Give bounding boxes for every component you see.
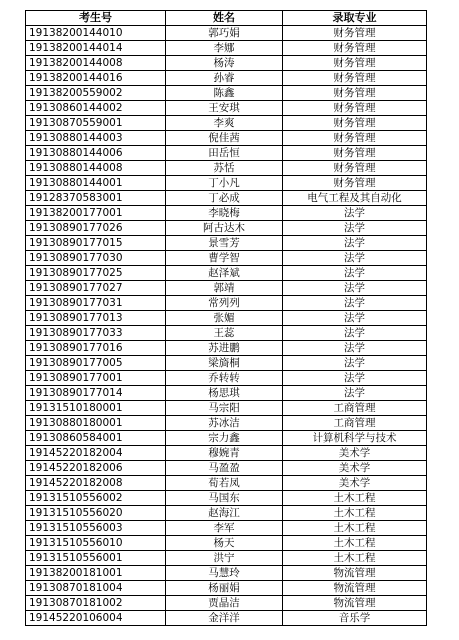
major-cell: 土木工程 <box>283 521 427 536</box>
table-row <box>26 611 427 626</box>
student-name-cell: 常列列 <box>166 296 283 311</box>
major-cell: 法学 <box>283 266 427 281</box>
exam-id-cell: 19138200559002 <box>26 86 166 101</box>
table-row <box>26 71 427 86</box>
exam-id-cell: 19131510556003 <box>26 521 166 536</box>
major-cell: 土木工程 <box>283 551 427 566</box>
major-cell: 法学 <box>283 311 427 326</box>
table-row <box>26 326 427 341</box>
table-row <box>26 311 427 326</box>
major-cell: 土木工程 <box>283 536 427 551</box>
major-cell: 土木工程 <box>283 491 427 506</box>
major-cell: 财务管理 <box>283 101 427 116</box>
table-row <box>26 191 427 206</box>
major-cell: 财务管理 <box>283 86 427 101</box>
exam-id-cell: 19131510556001 <box>26 551 166 566</box>
table-row <box>26 266 427 281</box>
table-row <box>26 386 427 401</box>
exam-id-cell: 19130880144006 <box>26 146 166 161</box>
exam-id-cell: 19130890177026 <box>26 221 166 236</box>
student-name-cell: 王蕊 <box>166 326 283 341</box>
exam-id-cell: 19138200144016 <box>26 71 166 86</box>
exam-id-cell: 19131510556010 <box>26 536 166 551</box>
exam-id-cell: 19130890177033 <box>26 326 166 341</box>
table-row <box>26 371 427 386</box>
table-row <box>26 296 427 311</box>
table-row <box>26 596 427 611</box>
table-row <box>26 41 427 56</box>
major-cell: 物流管理 <box>283 566 427 581</box>
student-name-cell: 乔转转 <box>166 371 283 386</box>
student-name-cell: 杨涛 <box>166 56 283 71</box>
student-name-cell: 杨丽娟 <box>166 581 283 596</box>
exam-id-cell: 19131510180001 <box>26 401 166 416</box>
exam-id-cell: 19131510556020 <box>26 506 166 521</box>
major-cell: 法学 <box>283 371 427 386</box>
table-row <box>26 401 427 416</box>
exam-id-cell: 19130890177005 <box>26 356 166 371</box>
student-name-cell: 荀若凤 <box>166 476 283 491</box>
exam-id-cell: 19130890177030 <box>26 251 166 266</box>
exam-id-cell: 19130860144002 <box>26 101 166 116</box>
table-row <box>26 521 427 536</box>
table-row <box>26 461 427 476</box>
table-row <box>26 56 427 71</box>
major-cell: 工商管理 <box>283 416 427 431</box>
header-exam-id: 考生号 <box>26 11 166 26</box>
exam-id-cell: 19130890177016 <box>26 341 166 356</box>
major-cell: 计算机科学与技术 <box>283 431 427 446</box>
major-cell: 财务管理 <box>283 41 427 56</box>
student-name-cell: 苏冰洁 <box>166 416 283 431</box>
exam-id-cell: 19145220106004 <box>26 611 166 626</box>
table-row <box>26 116 427 131</box>
student-name-cell: 丁小凡 <box>166 176 283 191</box>
student-name-cell: 李军 <box>166 521 283 536</box>
exam-id-cell: 19130880180001 <box>26 416 166 431</box>
student-name-cell: 李爽 <box>166 116 283 131</box>
table-row <box>26 341 427 356</box>
exam-id-cell: 19138200177001 <box>26 206 166 221</box>
exam-id-cell: 19145220182008 <box>26 476 166 491</box>
student-name-cell: 倪佳茜 <box>166 131 283 146</box>
exam-id-cell: 19130890177031 <box>26 296 166 311</box>
exam-id-cell: 19130880144008 <box>26 161 166 176</box>
major-cell: 财务管理 <box>283 146 427 161</box>
table-row <box>26 446 427 461</box>
student-name-cell: 田岳恒 <box>166 146 283 161</box>
major-cell: 法学 <box>283 281 427 296</box>
major-cell: 美术学 <box>283 446 427 461</box>
table-row <box>26 491 427 506</box>
table-row <box>26 581 427 596</box>
exam-id-cell: 19138200144010 <box>26 26 166 41</box>
table-row <box>26 161 427 176</box>
major-cell: 财务管理 <box>283 26 427 41</box>
major-cell: 法学 <box>283 386 427 401</box>
student-name-cell: 李娜 <box>166 41 283 56</box>
major-cell: 法学 <box>283 251 427 266</box>
student-name-cell: 曹学智 <box>166 251 283 266</box>
student-name-cell: 赵泽斌 <box>166 266 283 281</box>
exam-id-cell: 19145220182006 <box>26 461 166 476</box>
student-name-cell: 杨思琪 <box>166 386 283 401</box>
exam-id-cell: 19130890177025 <box>26 266 166 281</box>
header-major: 录取专业 <box>283 11 427 26</box>
student-name-cell: 马慧玲 <box>166 566 283 581</box>
exam-id-cell: 19130890177001 <box>26 371 166 386</box>
student-name-cell: 贾晶洁 <box>166 596 283 611</box>
table-row <box>26 281 427 296</box>
major-cell: 物流管理 <box>283 596 427 611</box>
student-name-cell: 郭巧娟 <box>166 26 283 41</box>
student-name-cell: 梁旖桐 <box>166 356 283 371</box>
student-name-cell: 孙睿 <box>166 71 283 86</box>
exam-id-cell: 19130880144003 <box>26 131 166 146</box>
exam-id-cell: 19130870181004 <box>26 581 166 596</box>
table-row <box>26 551 427 566</box>
table-row <box>26 476 427 491</box>
exam-id-cell: 19130890177027 <box>26 281 166 296</box>
major-cell: 法学 <box>283 326 427 341</box>
student-name-cell: 洪宁 <box>166 551 283 566</box>
major-cell: 财务管理 <box>283 131 427 146</box>
exam-id-cell: 19130870559001 <box>26 116 166 131</box>
major-cell: 工商管理 <box>283 401 427 416</box>
header-name: 姓名 <box>166 11 283 26</box>
student-name-cell: 王安琪 <box>166 101 283 116</box>
exam-id-cell: 19130860584001 <box>26 431 166 446</box>
exam-id-cell: 19138200144014 <box>26 41 166 56</box>
admission-table <box>25 10 427 626</box>
exam-id-cell: 19131510556002 <box>26 491 166 506</box>
major-cell: 财务管理 <box>283 161 427 176</box>
table-row <box>26 131 427 146</box>
table-row <box>26 536 427 551</box>
table-row <box>26 416 427 431</box>
student-name-cell: 宗力鑫 <box>166 431 283 446</box>
student-name-cell: 苏恬 <box>166 161 283 176</box>
student-name-cell: 穆婉青 <box>166 446 283 461</box>
student-name-cell: 马国东 <box>166 491 283 506</box>
major-cell: 法学 <box>283 206 427 221</box>
table-row <box>26 101 427 116</box>
major-cell: 美术学 <box>283 461 427 476</box>
table-row <box>26 146 427 161</box>
table-row <box>26 221 427 236</box>
major-cell: 法学 <box>283 221 427 236</box>
table-row <box>26 431 427 446</box>
table-row <box>26 206 427 221</box>
student-name-cell: 郭靖 <box>166 281 283 296</box>
student-name-cell: 李晓梅 <box>166 206 283 221</box>
table-header <box>26 11 427 26</box>
exam-id-cell: 19130880144001 <box>26 176 166 191</box>
table-row <box>26 356 427 371</box>
major-cell: 财务管理 <box>283 176 427 191</box>
major-cell: 电气工程及其自动化 <box>283 191 427 206</box>
exam-id-cell: 19138200181001 <box>26 566 166 581</box>
student-name-cell: 张媚 <box>166 311 283 326</box>
student-name-cell: 苏进鹏 <box>166 341 283 356</box>
header-row <box>26 11 427 26</box>
major-cell: 土木工程 <box>283 506 427 521</box>
student-name-cell: 景雪芳 <box>166 236 283 251</box>
exam-id-cell: 19130890177013 <box>26 311 166 326</box>
exam-id-cell: 19130890177015 <box>26 236 166 251</box>
student-name-cell: 丁必成 <box>166 191 283 206</box>
major-cell: 财务管理 <box>283 71 427 86</box>
exam-id-cell: 19138200144008 <box>26 56 166 71</box>
major-cell: 财务管理 <box>283 116 427 131</box>
table-row <box>26 86 427 101</box>
major-cell: 音乐学 <box>283 611 427 626</box>
table-row <box>26 566 427 581</box>
table-row <box>26 26 427 41</box>
table-row <box>26 251 427 266</box>
student-name-cell: 赵海江 <box>166 506 283 521</box>
student-name-cell: 阿古达木 <box>166 221 283 236</box>
table-row <box>26 176 427 191</box>
major-cell: 法学 <box>283 236 427 251</box>
exam-id-cell: 19130890177014 <box>26 386 166 401</box>
major-cell: 物流管理 <box>283 581 427 596</box>
major-cell: 财务管理 <box>283 56 427 71</box>
exam-id-cell: 19128370583001 <box>26 191 166 206</box>
table-body <box>26 26 427 626</box>
major-cell: 美术学 <box>283 476 427 491</box>
student-name-cell: 陈鑫 <box>166 86 283 101</box>
student-name-cell: 马盈盈 <box>166 461 283 476</box>
major-cell: 法学 <box>283 356 427 371</box>
major-cell: 法学 <box>283 296 427 311</box>
major-cell: 法学 <box>283 341 427 356</box>
exam-id-cell: 19130870181002 <box>26 596 166 611</box>
student-name-cell: 金洋洋 <box>166 611 283 626</box>
student-name-cell: 杨天 <box>166 536 283 551</box>
student-name-cell: 马宗阳 <box>166 401 283 416</box>
exam-id-cell: 19145220182004 <box>26 446 166 461</box>
table-row <box>26 506 427 521</box>
table-row <box>26 236 427 251</box>
